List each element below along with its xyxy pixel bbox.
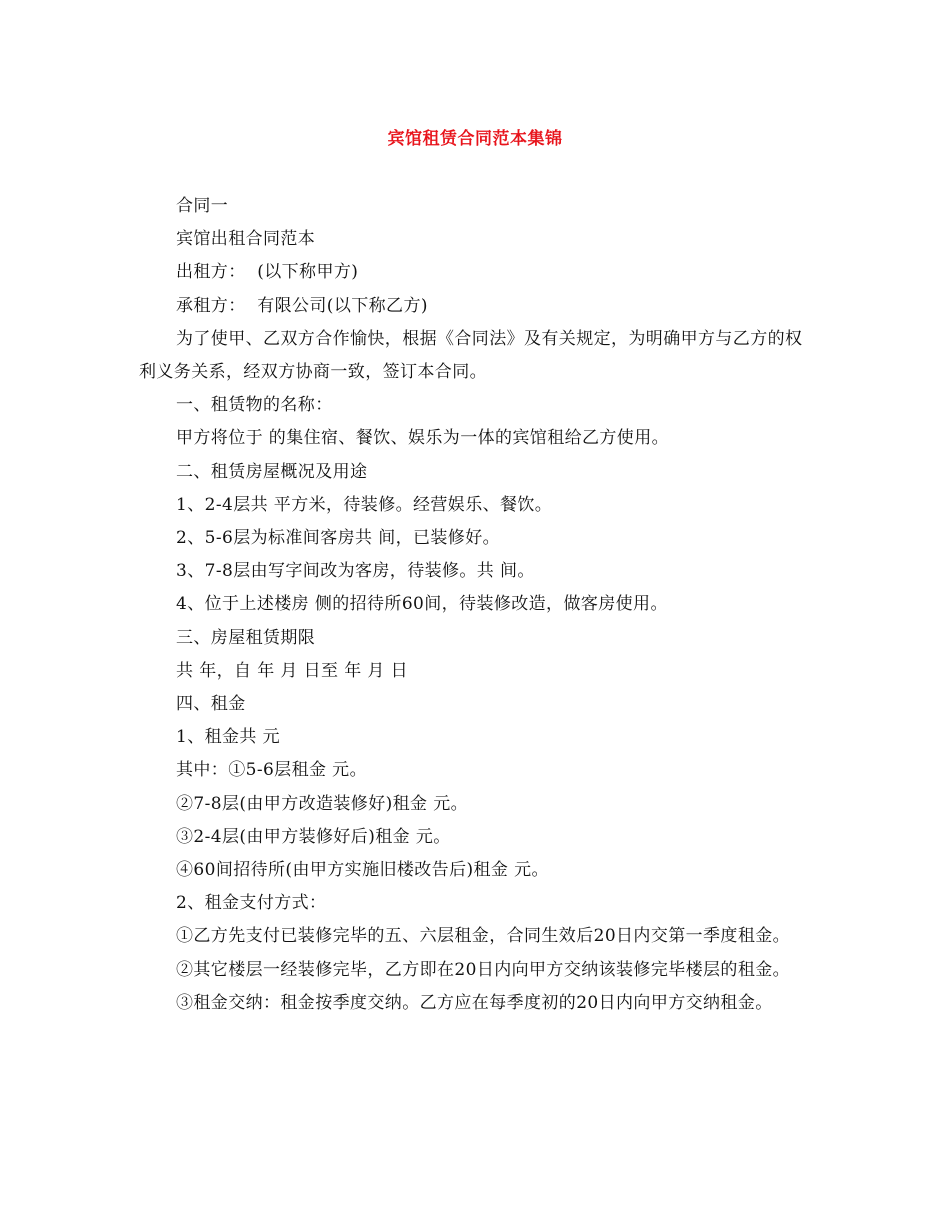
paragraph: 三、房屋租赁期限 <box>176 627 316 648</box>
paragraph: 4、位于上述楼房 侧的招待所60间，待装修改造，做客房使用。 <box>176 594 668 615</box>
paragraph: ①乙方先支付已装修完毕的五、六层租金，合同生效后20日内交第一季度租金。 <box>176 926 791 947</box>
paragraph: ②其它楼层一经装修完毕，乙方即在20日内向甲方交纳该装修完毕楼层的租金。 <box>176 959 791 980</box>
paragraph: ③租金交纳：租金按季度交纳。乙方应在每季度初的20日内向甲方交纳租金。 <box>176 992 773 1013</box>
paragraph: 1、2-4层共 平方米，待装修。经营娱乐、餐饮。 <box>176 494 553 515</box>
paragraph: 2、租金支付方式： <box>176 893 327 914</box>
paragraph: 一、租赁物的名称： <box>176 395 333 416</box>
paragraph: ②7-8层(由甲方改造装修好)租金 元。 <box>176 793 469 814</box>
paragraph: ③2-4层(由甲方装修好后)租金 元。 <box>176 826 451 847</box>
paragraph: 二、租赁房屋概况及用途 <box>176 461 368 482</box>
paragraph: ④60间招待所(由甲方实施旧楼改告后)租金 元。 <box>176 860 549 881</box>
document-title: 宾馆租赁合同范本集锦 <box>387 129 563 149</box>
paragraph: 其中：①5-6层租金 元。 <box>176 760 367 781</box>
paragraph: 甲方将位于 的集住宿、餐饮、娱乐为一体的宾馆租给乙方使用。 <box>176 428 670 449</box>
paragraph: 为了使甲、乙双方合作愉快，根据《合同法》及有关规定，为明确甲方与乙方的权利义务关系，经双方协商一致，签订本合同。 <box>139 328 803 383</box>
paragraph: 3、7-8层由写字间改为客房，待装修。共 间。 <box>176 561 535 582</box>
document-body <box>139 190 811 1020</box>
paragraph: 承租方： 有限公司(以下称乙方) <box>176 295 428 316</box>
paragraph: 出租方： (以下称甲方) <box>176 262 359 283</box>
paragraph: 1、租金共 元 <box>176 727 281 748</box>
paragraph: 宾馆出租合同范本 <box>176 229 316 250</box>
paragraph: 四、租金 <box>176 694 246 715</box>
paragraph: 2、5-6层为标准间客房共 间，已装修好。 <box>176 528 500 549</box>
paragraph: 合同一 <box>176 196 229 216</box>
paragraph: 共 年，自 年 月 日至 年 月 日 <box>176 660 409 681</box>
